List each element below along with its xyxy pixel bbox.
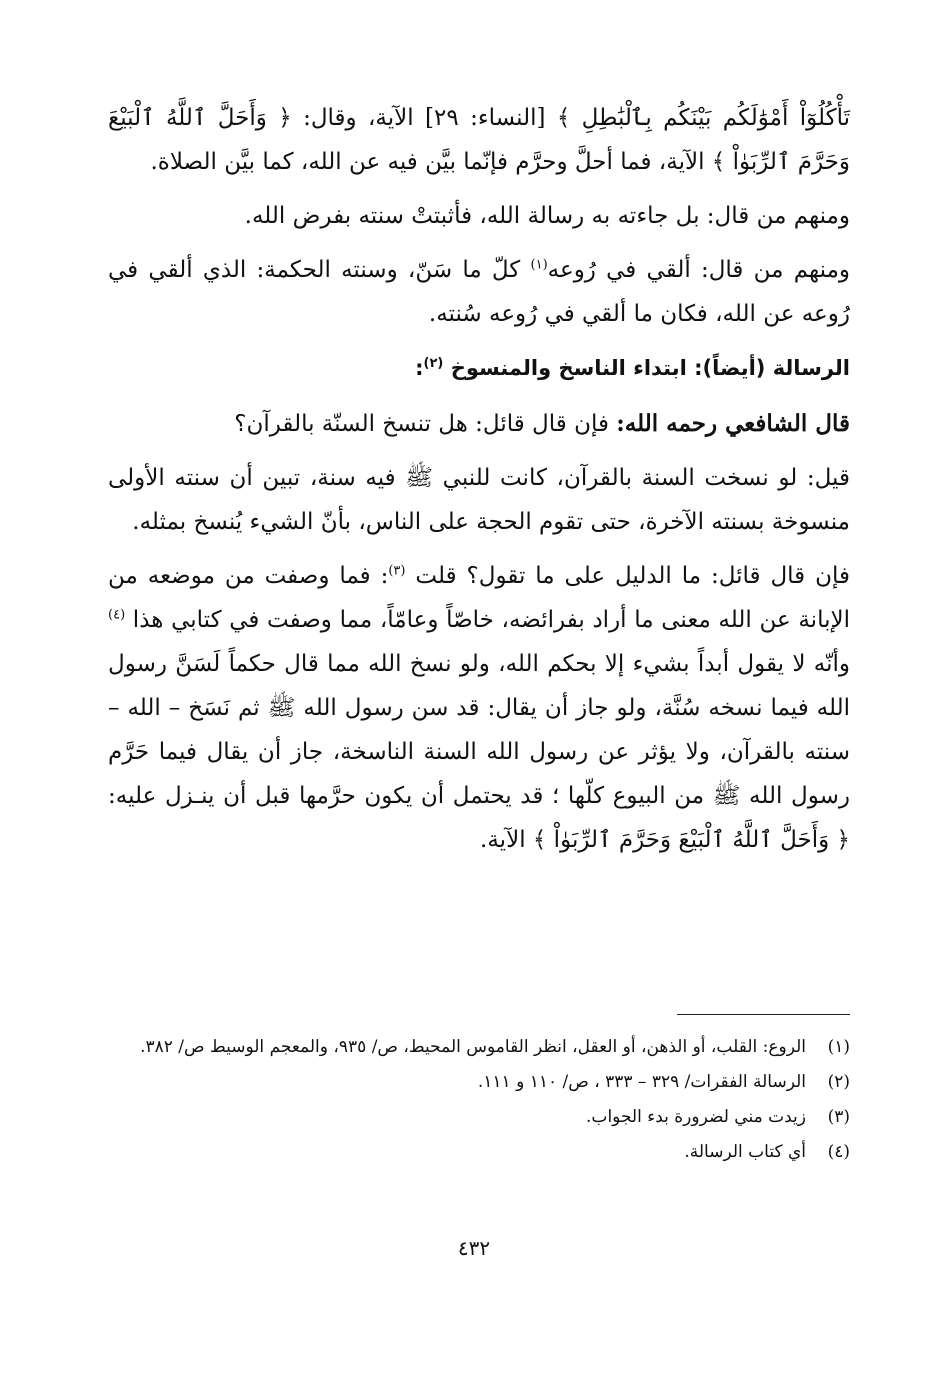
section-heading-text: الرسالة (أيضاً): ابتداء الناسخ والمنسوخ: [450, 356, 850, 380]
footnotes: [108, 1032, 850, 1172]
paragraph-2-text: ومنهم من قال: بل جاءته به رسالة الله، فأثبتتْ سنته بفرض الله.: [244, 203, 850, 229]
paragraph-3-text-a: ومنهم من قال: ألقي في رُوعه: [547, 257, 850, 283]
footnote-item: [108, 1067, 850, 1098]
paragraph-5: [108, 456, 850, 544]
paragraph-3-text-b: كلّ ما سَنّ، وسنته الحكمة: الذي ألقي في رُوعه عن الله، فكان ما ألقي في رُوعه سُنته.: [108, 257, 850, 327]
footnote-item: [108, 1137, 850, 1168]
paragraph-3: [108, 248, 850, 336]
footnote-number: (٢): [827, 1072, 850, 1092]
footnote-item: [108, 1032, 850, 1063]
paragraph-6-text-b: : فما وصفت من موضعه من الإبانة عن الله معنى ما أراد بفرائضه، خاصّاً وعامّاً، مما وصفت في كتابي هذا: [108, 563, 850, 633]
paragraph-6-text-c: وأنّه لا يقول أبداً بشيء إلا بحكم الله، ولو نسخ الله مما قال حكماً لَسَنَّ رسول الله فيما نسخه سُنَّة، ولو جاز أن يقال: قد سن رسول الله ﷺ ثم نَسَخ – الله – سنته بالقرآن، ولا يؤثر عن رسول الله السنة الناسخة، جاز أن يقال فيما حَرَّم رسول الله ﷺ من البيوع كلّها ؛ قد يحتمل أن يكون حرَّمها قبل أن ينـزل عليه: ﴿ وَأَحَلَّ ٱللَّهُ ٱلْبَيْعَ وَحَرَّمَ ٱلرِّبَوٰاْ ﴾ الآية.: [108, 651, 851, 853]
footnote-divider: [677, 1014, 850, 1015]
paragraph-4: [108, 402, 850, 446]
footnote-ref-4: (٤): [108, 607, 126, 623]
footnote-number: (٤): [827, 1142, 850, 1162]
footnote-text: الروع: القلب، أو الذهن، أو العقل، انظر القاموس المحيط، ص/ ٩٣٥، والمعجم الوسيط ص/ ٣٨٢.: [140, 1037, 806, 1057]
footnote-item: [108, 1102, 850, 1133]
paragraph-1-text: تَأْكُلُوٓاْ أَمْوَٰلَكُم بَيْنَكُم بِٱلْبَٰطِلِ ﴾ [النساء: ٢٩] الآية، وقال: ﴿ وَأَحَلَّ ٱللَّهُ ٱلْبَيْعَ وَحَرَّمَ ٱلرِّبَوٰاْ ﴾ الآية، فما أحلَّ وحرَّم فإنّما بيَّن فيه عن الله، كما بيَّن الصلاة.: [108, 105, 850, 175]
section-heading-colon: :: [415, 356, 424, 380]
paragraph-2: [108, 194, 850, 238]
paragraph-1: [108, 96, 850, 184]
paragraph-5-text: قيل: لو نسخت السنة بالقرآن، كانت للنبي ﷺ فيه سنة، تبين أن سنته الأولى منسوخة بسنته الآخرة، حتى تقوم الحجة على الناس، بأنّ الشيء يُنسخ بمثله.: [108, 465, 850, 535]
section-heading: [108, 346, 850, 390]
footnote-text: الرسالة الفقرات/ ٣٢٩ – ٣٣٣ ، ص/ ١١٠ و ١١١.: [477, 1072, 806, 1092]
footnote-text: زيدت مني لضرورة بدء الجواب.: [586, 1107, 806, 1127]
footnote-number: (٣): [827, 1107, 850, 1127]
paragraph-4-lead: قال الشافعي رحمه الله:: [616, 410, 850, 437]
paragraph-4-text: فإن قال قائل: هل تنسخ السنّة بالقرآن؟: [234, 411, 617, 437]
paragraph-6-text-a: فإن قال قائل: ما الدليل على ما تقول؟ قلت: [405, 563, 850, 589]
footnote-text: أي كتاب الرسالة.: [684, 1142, 806, 1162]
footnote-ref-3: (٣): [388, 563, 406, 579]
footnote-ref-1: (١): [530, 257, 548, 273]
main-text: [108, 96, 850, 872]
footnote-ref-2: (٢): [423, 356, 444, 371]
paragraph-6: [108, 554, 850, 862]
page-number: ٤٣٢: [457, 1236, 491, 1260]
footnote-number: (١): [827, 1037, 850, 1057]
